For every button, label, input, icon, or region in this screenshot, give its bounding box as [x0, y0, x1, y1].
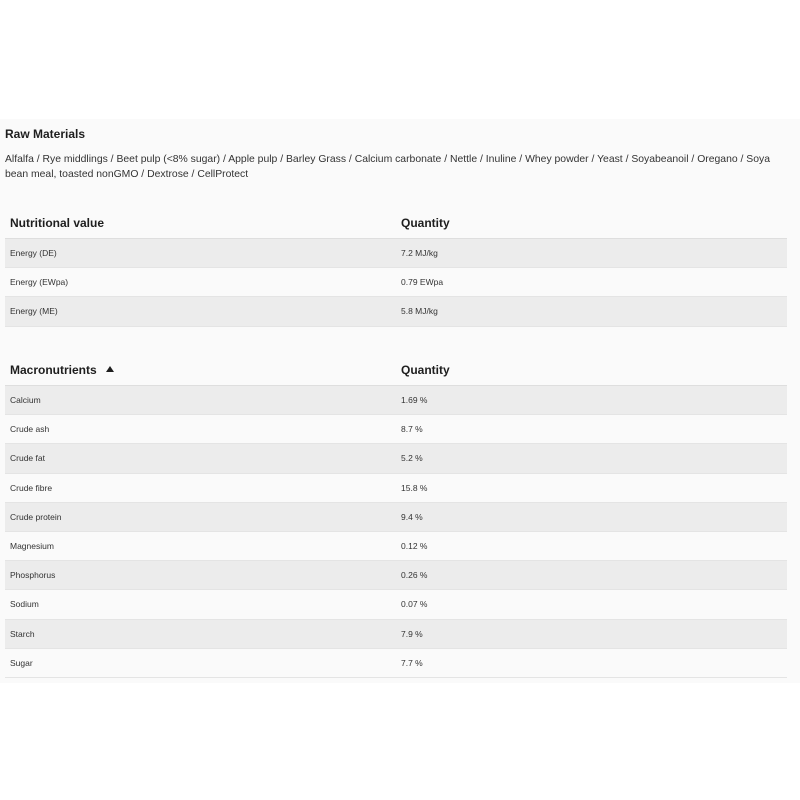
table-row: [5, 297, 787, 326]
table-row: [5, 239, 787, 268]
row-quantity: 7.2 MJ/kg: [401, 248, 438, 258]
row-quantity: 15.8 %: [401, 482, 428, 493]
column-header-label: Macronutrients: [10, 363, 97, 377]
table-row: [5, 620, 787, 649]
row-quantity: 0.07 %: [401, 599, 428, 610]
table-row: [5, 415, 787, 444]
table-row: [5, 532, 787, 561]
row-quantity: 7.7 %: [401, 657, 423, 668]
row-name: Phosphorus: [10, 570, 56, 581]
table-row: [5, 386, 787, 415]
column-header-macronutrients[interactable]: [10, 363, 114, 377]
row-name: Starch: [10, 628, 35, 639]
row-quantity: 5.8 MJ/kg: [401, 306, 438, 317]
column-header-nutritional-value: Nutritional value: [10, 216, 105, 230]
table-row: [5, 474, 787, 503]
sort-ascending-icon[interactable]: [106, 366, 114, 372]
row-quantity: 0.79 EWpa: [401, 277, 444, 288]
row-name: Energy (DE): [10, 248, 57, 258]
row-name: Magnesium: [10, 540, 54, 551]
row-name: Energy (ME): [10, 306, 58, 317]
column-header-quantity: Quantity: [401, 216, 450, 230]
row-quantity: 0.26 %: [401, 570, 428, 581]
raw-materials-text: Alfalfa / Rye middlings / Beet pulp (<8% sugar) / Apple pulp / Barley Grass / Calcium carbonate / Nettle / Inuline / Whey powder / Yeast / Soyabeanoil / Oregano / Soya bean meal, toasted nonGMO / Dextrose / CellProtect: [5, 154, 770, 180]
row-name: Calcium: [10, 395, 41, 405]
column-header-quantity: Quantity: [401, 363, 450, 377]
row-quantity: 9.4 %: [401, 511, 423, 522]
row-quantity: 8.7 %: [401, 424, 423, 435]
table-header: [5, 355, 787, 386]
row-quantity: 1.69 %: [401, 395, 428, 405]
row-quantity: 7.9 %: [401, 628, 423, 639]
row-name: Crude fat: [10, 453, 45, 464]
row-quantity: 0.12 %: [401, 540, 428, 551]
row-name: Crude fibre: [10, 482, 53, 493]
table-row: [5, 268, 787, 297]
table-row: [5, 503, 787, 532]
row-name: Sugar: [10, 657, 33, 668]
row-quantity: 5.2 %: [401, 453, 423, 464]
row-name: Energy (EWpa): [10, 277, 69, 288]
table-row: [5, 590, 787, 619]
table-header: [5, 208, 787, 239]
row-name: Crude protein: [10, 511, 62, 522]
nutritional-value-table: [5, 208, 787, 327]
row-name: Sodium: [10, 599, 39, 610]
table-row: [5, 444, 787, 473]
raw-materials-title: Raw Materials: [5, 127, 86, 141]
row-name: Crude ash: [10, 424, 50, 435]
table-row: [5, 561, 787, 590]
table-row: [5, 649, 787, 678]
macronutrients-table: [5, 355, 787, 678]
